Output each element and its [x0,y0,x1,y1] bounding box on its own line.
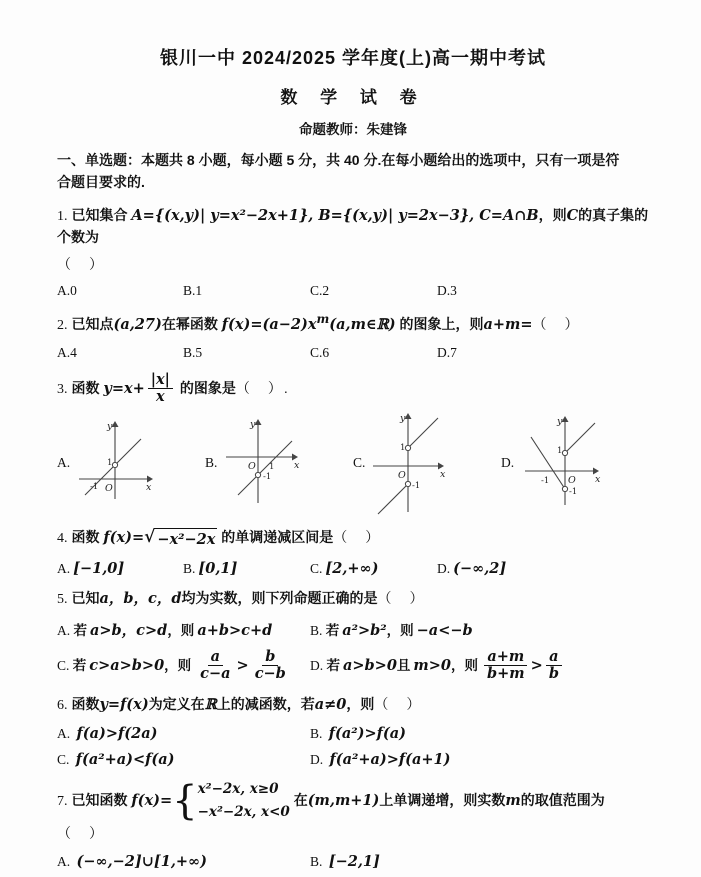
q2-option-a: A.4 [57,344,77,360]
question-4 [57,527,649,551]
svg-text:1: 1 [400,442,406,453]
question-2-pre: 已知点 [71,315,114,332]
q3-graph-a-figure [73,417,158,509]
svg-text:O: O [248,461,257,473]
question-2-answer-paren: （ ） [532,315,581,332]
question-4-pre: 函数 [71,528,100,545]
svg-text:x: x [146,481,152,493]
question-6-number: 6. [57,698,68,714]
q3-graph-option-c [353,410,501,516]
question-6 [57,694,649,716]
instructions-line-2: 合题目要求的. [57,174,145,191]
svg-text:y: y [250,419,256,431]
q3-graph-b-letter: B. [205,454,218,470]
question-6-mid1: 为定义在 [148,696,205,713]
question-7-mid2: 上单调递增，则实数 [379,791,506,808]
svg-text:y: y [107,420,113,432]
question-6-post: ，则 [346,696,375,713]
q7-option-a: A. (−∞,−2]∪[1,+∞) [57,852,207,870]
svg-text:-1: -1 [569,486,578,497]
q5-option-b: B. 若 a²>b²，则 −a<−b [310,622,473,640]
q3-graph-c-figure [368,410,453,516]
question-1-mid: ，则 [538,206,567,223]
q3-graph-b-figure [220,415,305,510]
question-7-answer-paren: （ ） [57,824,105,841]
question-2-mid2: 的图象上，则 [399,315,484,332]
question-2-function: $f(x)=(a-2)x^m(a,m\in ℝ)$ [221,311,396,333]
q1-option-c: C.2 [310,282,330,298]
question-6-pre: 函数 [71,696,100,713]
question-2-mid1: 在幂函数 [161,315,218,332]
q1-option-b: B.1 [183,282,203,298]
q6-option-c: C. f(a²+a)<f(a) [57,751,175,769]
question-2-exponent: m [316,311,330,326]
question-2-sum: a+m= [483,315,533,333]
question-1-options [57,283,649,299]
question-7-number: 7. [57,793,68,809]
instructions-line-1: 一、单选题：本题共 8 小题，每小题 5 分，共 40 分.在每小题给出的选项中，只有一项是符 [57,152,620,168]
svg-text:-1: -1 [90,481,99,492]
question-3-answer-paren: （ ）. [235,379,290,396]
q7-case-2: −x²−2x, x<0 [197,804,290,821]
question-1-symbol: C [566,206,579,224]
question-5-options-ab [57,619,649,640]
question-2-point: (a,27) [113,315,162,333]
q4-option-a: A. [−1,0] [57,559,125,577]
svg-text:1: 1 [107,457,113,468]
question-6-options-ab [57,725,649,742]
svg-text:x: x [595,473,601,485]
question-2-number: 2. [57,317,68,333]
question-1-pre: 已知集合 [71,206,128,223]
question-7-interval: (m,m+1) [307,791,380,809]
question-7-post: 的取值范围为 [520,791,605,808]
exam-subtitle: 数 学 试 卷 [280,88,426,107]
question-6-options-cd [57,751,649,768]
question-5-post: 均为实数，则下列命题正确的是 [181,589,378,606]
question-5 [57,588,649,610]
svg-text:x: x [294,460,300,472]
q7-option-b: B. [−2,1] [310,852,380,870]
question-4-post: 的单调递减区间是 [221,528,334,545]
q3-graph-d-figure [517,413,607,513]
svg-text:O: O [105,482,113,494]
q6-option-a: A. f(a)>f(2a) [57,725,158,743]
svg-text:-1: -1 [412,480,421,491]
svg-text:1: 1 [557,445,563,456]
q2-option-c: C.6 [310,344,330,360]
q3-graph-a-letter: A. [57,454,71,470]
q6-option-d: D. f(a²+a)>f(a+1) [310,751,451,769]
question-5-number: 5. [57,591,68,607]
q5-option-a: A. 若 a>b，c>d，则 a+b>c+d [57,621,273,639]
question-2 [57,310,649,336]
svg-text:O: O [398,469,407,481]
q1-option-a: A.0 [57,282,77,298]
question-7 [57,779,649,844]
question-1-answer-paren: （ ） [57,255,105,272]
question-4-options [57,560,649,577]
question-5-pre: 已知 [71,589,100,606]
question-5-answer-paren: （ ） [377,589,426,606]
q5-option-c: C. 若 c>a>b>0，则 $\frac{a}{c-a}$ > $\frac{b}{c-b}$ [57,647,286,683]
svg-text:1: 1 [269,462,275,473]
q7-case-1: x²−2x, x≥0 [197,781,279,798]
question-1-formula: A={(x,y)| y=x²−2x+1}, B={(x,y)| y=2x−3}, C=A∩B [131,206,539,224]
question-1-post: 的真子集的个数为 [57,206,649,245]
question-4-number: 4. [57,530,68,546]
section-instructions [57,149,649,194]
question-7-options [57,853,649,870]
question-7-function: f(x)= { x²−2x, x≥0 −x²−2x, x<0 [131,777,290,824]
svg-text:x: x [440,468,446,480]
q4-option-d: D. (−∞,2] [437,559,507,577]
q5-option-d: D. 若 a>b>0且 m>0，则 $\frac{a+m}{b+m}$ > $\frac{a}{b}$ [310,649,649,683]
question-6-mid2: 上的减函数，若 [216,696,315,713]
svg-text:-1: -1 [541,475,550,486]
q2-option-d: D.7 [437,344,457,360]
q3-graph-option-b [205,415,353,510]
question-6-reals: ℝ [204,696,217,714]
exam-teacher-line: 命题教师：朱建锋 [299,122,407,137]
q1-option-d: D.3 [437,282,457,298]
q6-option-b: B. f(a²)>f(a) [310,725,406,743]
question-7-pre: 已知函数 [71,791,128,808]
q4-option-c: C. [2,+∞) [310,559,379,577]
q3-graph-d-letter: D. [501,454,515,470]
question-5-options-cd [57,649,649,683]
question-3-graphs [57,410,649,516]
question-3-number: 3. [57,381,68,397]
question-3-function: y=x+ $\frac{|x|}{x}$ [103,380,176,397]
q3-graph-option-a [57,417,205,509]
question-6-condition: a≠0 [314,696,347,714]
question-4-function: f(x)= √ −x²−2x [103,529,217,546]
question-3-post: 的图象是 [179,379,236,396]
q2-option-b: B.5 [183,344,203,360]
question-3 [57,372,649,406]
question-4-answer-paren: （ ） [333,528,382,545]
question-1 [57,205,649,248]
q3-graph-option-d [501,413,649,513]
question-2-options [57,345,649,361]
question-7-mid1: 在 [293,791,308,808]
svg-text:O: O [568,474,576,486]
svg-text:y: y [400,412,406,424]
svg-text:-1: -1 [263,472,272,483]
question-6-answer-paren: （ ） [374,696,423,713]
question-5-variables: a，b，c，d [99,589,182,607]
question-1-number: 1. [57,208,68,224]
question-3-pre: 函数 [71,379,100,396]
svg-text:y: y [557,415,563,427]
q3-graph-c-letter: C. [353,454,366,470]
q4-option-b: B. [0,1] [183,559,238,577]
exam-title: 银川一中 2024/2025 学年度(上)高一期中考试 [159,48,547,68]
question-6-function: y=f(x) [99,696,149,714]
question-7-variable: m [505,791,521,809]
